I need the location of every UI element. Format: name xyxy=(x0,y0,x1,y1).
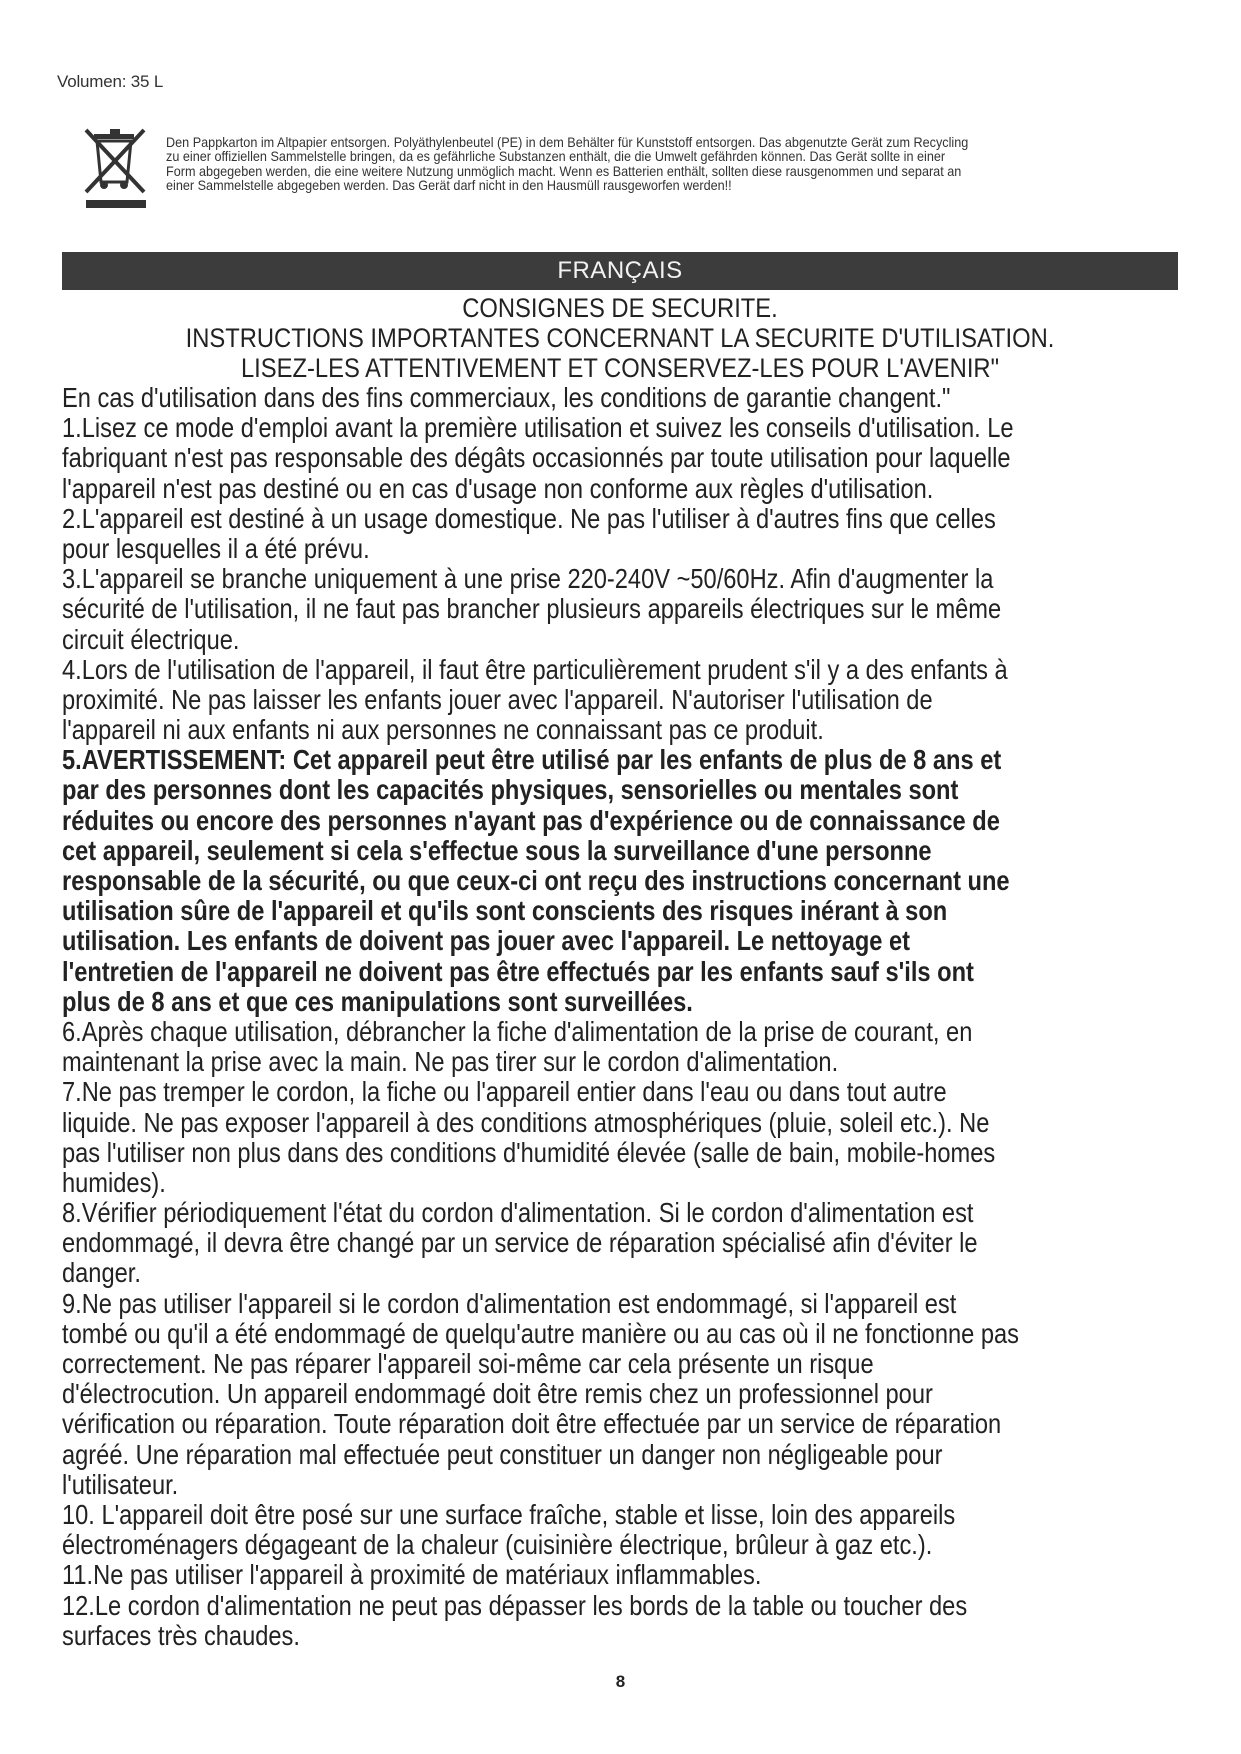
crossed-out-wheelie-bin-icon xyxy=(80,124,152,210)
warning-line: par des personnes dont les capacités physiques, sensorielles ou mentales sont xyxy=(62,774,959,806)
warning-line: 5.AVERTISSEMENT: Cet appareil peut être utilisé par les enfants de plus de 8 ans et xyxy=(62,744,1002,776)
disposal-line: einer Sammelstelle abgegeben werden. Das Gerät darf nicht in den Hausmüll rausgeworfen werden!! xyxy=(166,178,732,194)
instruction-line: fabriquant n'est pas responsable des dégâts occasionnés par toute utilisation pour laquelle xyxy=(62,442,1011,474)
instruction-line: 1.Lisez ce mode d'emploi avant la première utilisation et suivez les conseils d'utilisation. Le xyxy=(62,412,1014,444)
instruction-line: l'appareil ni aux enfants ni aux personnes ne connaissant pas ce produit. xyxy=(62,714,824,746)
instruction-line: 6.Après chaque utilisation, débrancher la fiche d'alimentation de la prise de courant, en xyxy=(62,1015,973,1047)
volume-label: Volumen: 35 L xyxy=(57,72,164,91)
instruction-line: l'utilisateur. xyxy=(62,1468,179,1500)
warning-line: utilisation sûre de l'appareil et qu'ils sont conscients des risques inérant à son xyxy=(62,895,948,927)
warning-line: utilisation. Les enfants de doivent pas jouer avec l'appareil. Le nettoyage et xyxy=(62,925,911,957)
instruction-line: surfaces très chaudes. xyxy=(62,1619,300,1651)
instruction-line: d'électrocution. Un appareil endommagé doit être remis chez un professionnel pour xyxy=(62,1378,933,1410)
instruction-line: liquide. Ne pas exposer l'appareil à des conditions atmosphériques (pluie, soleil etc.). Ne xyxy=(62,1106,990,1138)
disposal-line: Form abgegeben werden, die eine weitere Nutzung unmöglich macht. Wenn es Batterien enthält, sollten diese rausgenommen und separat an xyxy=(166,163,962,179)
instruction-line: 8.Vérifier périodiquement l'état du cordon d'alimentation. Si le cordon d'alimentation est xyxy=(62,1197,974,1229)
instruction-line: 10. L'appareil doit être posé sur une surface fraîche, stable et lisse, loin des appareils xyxy=(62,1498,956,1530)
warning-line: réduites ou encore des personnes n'ayant pas d'expérience ou de connaissance de xyxy=(62,804,1000,836)
instruction-line: pas l'utiliser non plus dans des conditions d'humidité élevée (salle de bain, mobile-homes xyxy=(62,1136,996,1168)
disposal-line: zu einer offiziellen Sammelstelle bringen, da es gefährliche Substanzen enthält, die die Umwelt gefährden können. Das Gerät sollte in einer xyxy=(166,149,946,165)
instruction-line: proximité. Ne pas laisser les enfants jouer avec l'appareil. N'autoriser l'utilisation de xyxy=(62,683,933,715)
instruction-line: circuit électrique. xyxy=(62,623,240,655)
warning-line: plus de 8 ans et que ces manipulations sont surveillées. xyxy=(62,985,693,1017)
safety-instructions xyxy=(62,383,1178,1651)
safety-heading: INSTRUCTIONS IMPORTANTES CONCERNANT LA SECURITE D'UTILISATION. xyxy=(185,323,1055,353)
disposal-instructions xyxy=(166,136,1115,194)
instruction-line: correctement. Ne pas réparer l'appareil soi-même car cela présente un risque xyxy=(62,1348,874,1379)
instruction-line: l'appareil n'est pas destiné ou en cas d'usage non conforme aux règles d'utilisation. xyxy=(62,472,934,504)
instruction-line: vérification ou réparation. Toute réparation doit être effectuée par un service de réparation xyxy=(62,1408,1002,1440)
safety-heading: CONSIGNES DE SECURITE. xyxy=(462,293,778,323)
warning-line: l'entretien de l'appareil ne doivent pas être effectués par les enfants sauf s'ils ont xyxy=(62,955,974,987)
instruction-line: 3.L'appareil se branche uniquement à une prise 220-240V ~50/60Hz. Afin d'augmenter la xyxy=(62,563,994,595)
safety-headings xyxy=(62,293,1178,383)
instruction-line: 11.Ne pas utiliser l'appareil à proximité de matériaux inflammables. xyxy=(62,1559,762,1591)
instruction-line: pour lesquelles il a été prévu. xyxy=(62,532,370,564)
instruction-line: endommagé, il devra être changé par un service de réparation spécialisé afin d'éviter le xyxy=(62,1227,978,1259)
instruction-line: En cas d'utilisation dans des fins commerciaux, les conditions de garantie changent." xyxy=(62,382,951,413)
warning-line: cet appareil, seulement si cela s'effectue sous la surveillance d'une personne xyxy=(62,834,932,866)
instruction-line: danger. xyxy=(62,1257,141,1289)
safety-heading: LISEZ-LES ATTENTIVEMENT ET CONSERVEZ-LES POUR L'AVENIR" xyxy=(240,353,1000,383)
warning-line: responsable de la sécurité, ou que ceux-ci ont reçu des instructions concernant une xyxy=(62,865,1010,896)
disposal-line: Den Pappkarton im Altpapier entsorgen. Polyäthylenbeutel (PE) in dem Behälter für Kunststoff entsorgen. Das abgenutzte Gerät zum Recycling xyxy=(166,135,969,150)
instruction-line: agréé. Une réparation mal effectuée peut constituer un danger non négligeable pour xyxy=(62,1438,943,1470)
instruction-line: 9.Ne pas utiliser l'appareil si le cordon d'alimentation est endommagé, si l'appareil est xyxy=(62,1287,957,1319)
instruction-line: sécurité de l'utilisation, il ne faut pas brancher plusieurs appareils électriques sur le même xyxy=(62,593,1002,625)
instruction-line: tombé ou qu'il a été endommagé de quelqu'autre manière ou au cas où il ne fonctionne pas xyxy=(62,1317,1020,1349)
instruction-line: 4.Lors de l'utilisation de l'appareil, il faut être particulièrement prudent s'il y a des enfants à xyxy=(62,653,1008,685)
instruction-line: 2.L'appareil est destiné à un usage domestique. Ne pas l'utiliser à d'autres fins que celles xyxy=(62,502,996,534)
instruction-line: électroménagers dégageant de la chaleur (cuisinière électrique, brûleur à gaz etc.). xyxy=(62,1529,933,1561)
instruction-line: humides). xyxy=(62,1166,166,1198)
instruction-line: 7.Ne pas tremper le cordon, la fiche ou l'appareil entier dans l'eau ou dans tout autre xyxy=(62,1076,947,1108)
language-banner: FRANÇAIS xyxy=(62,252,1178,290)
page-number: 8 xyxy=(615,1672,626,1691)
instruction-line: maintenant la prise avec la main. Ne pas tirer sur le cordon d'alimentation. xyxy=(62,1046,839,1078)
instruction-line: 12.Le cordon d'alimentation ne peut pas dépasser les bords de la table ou toucher des xyxy=(62,1589,968,1621)
